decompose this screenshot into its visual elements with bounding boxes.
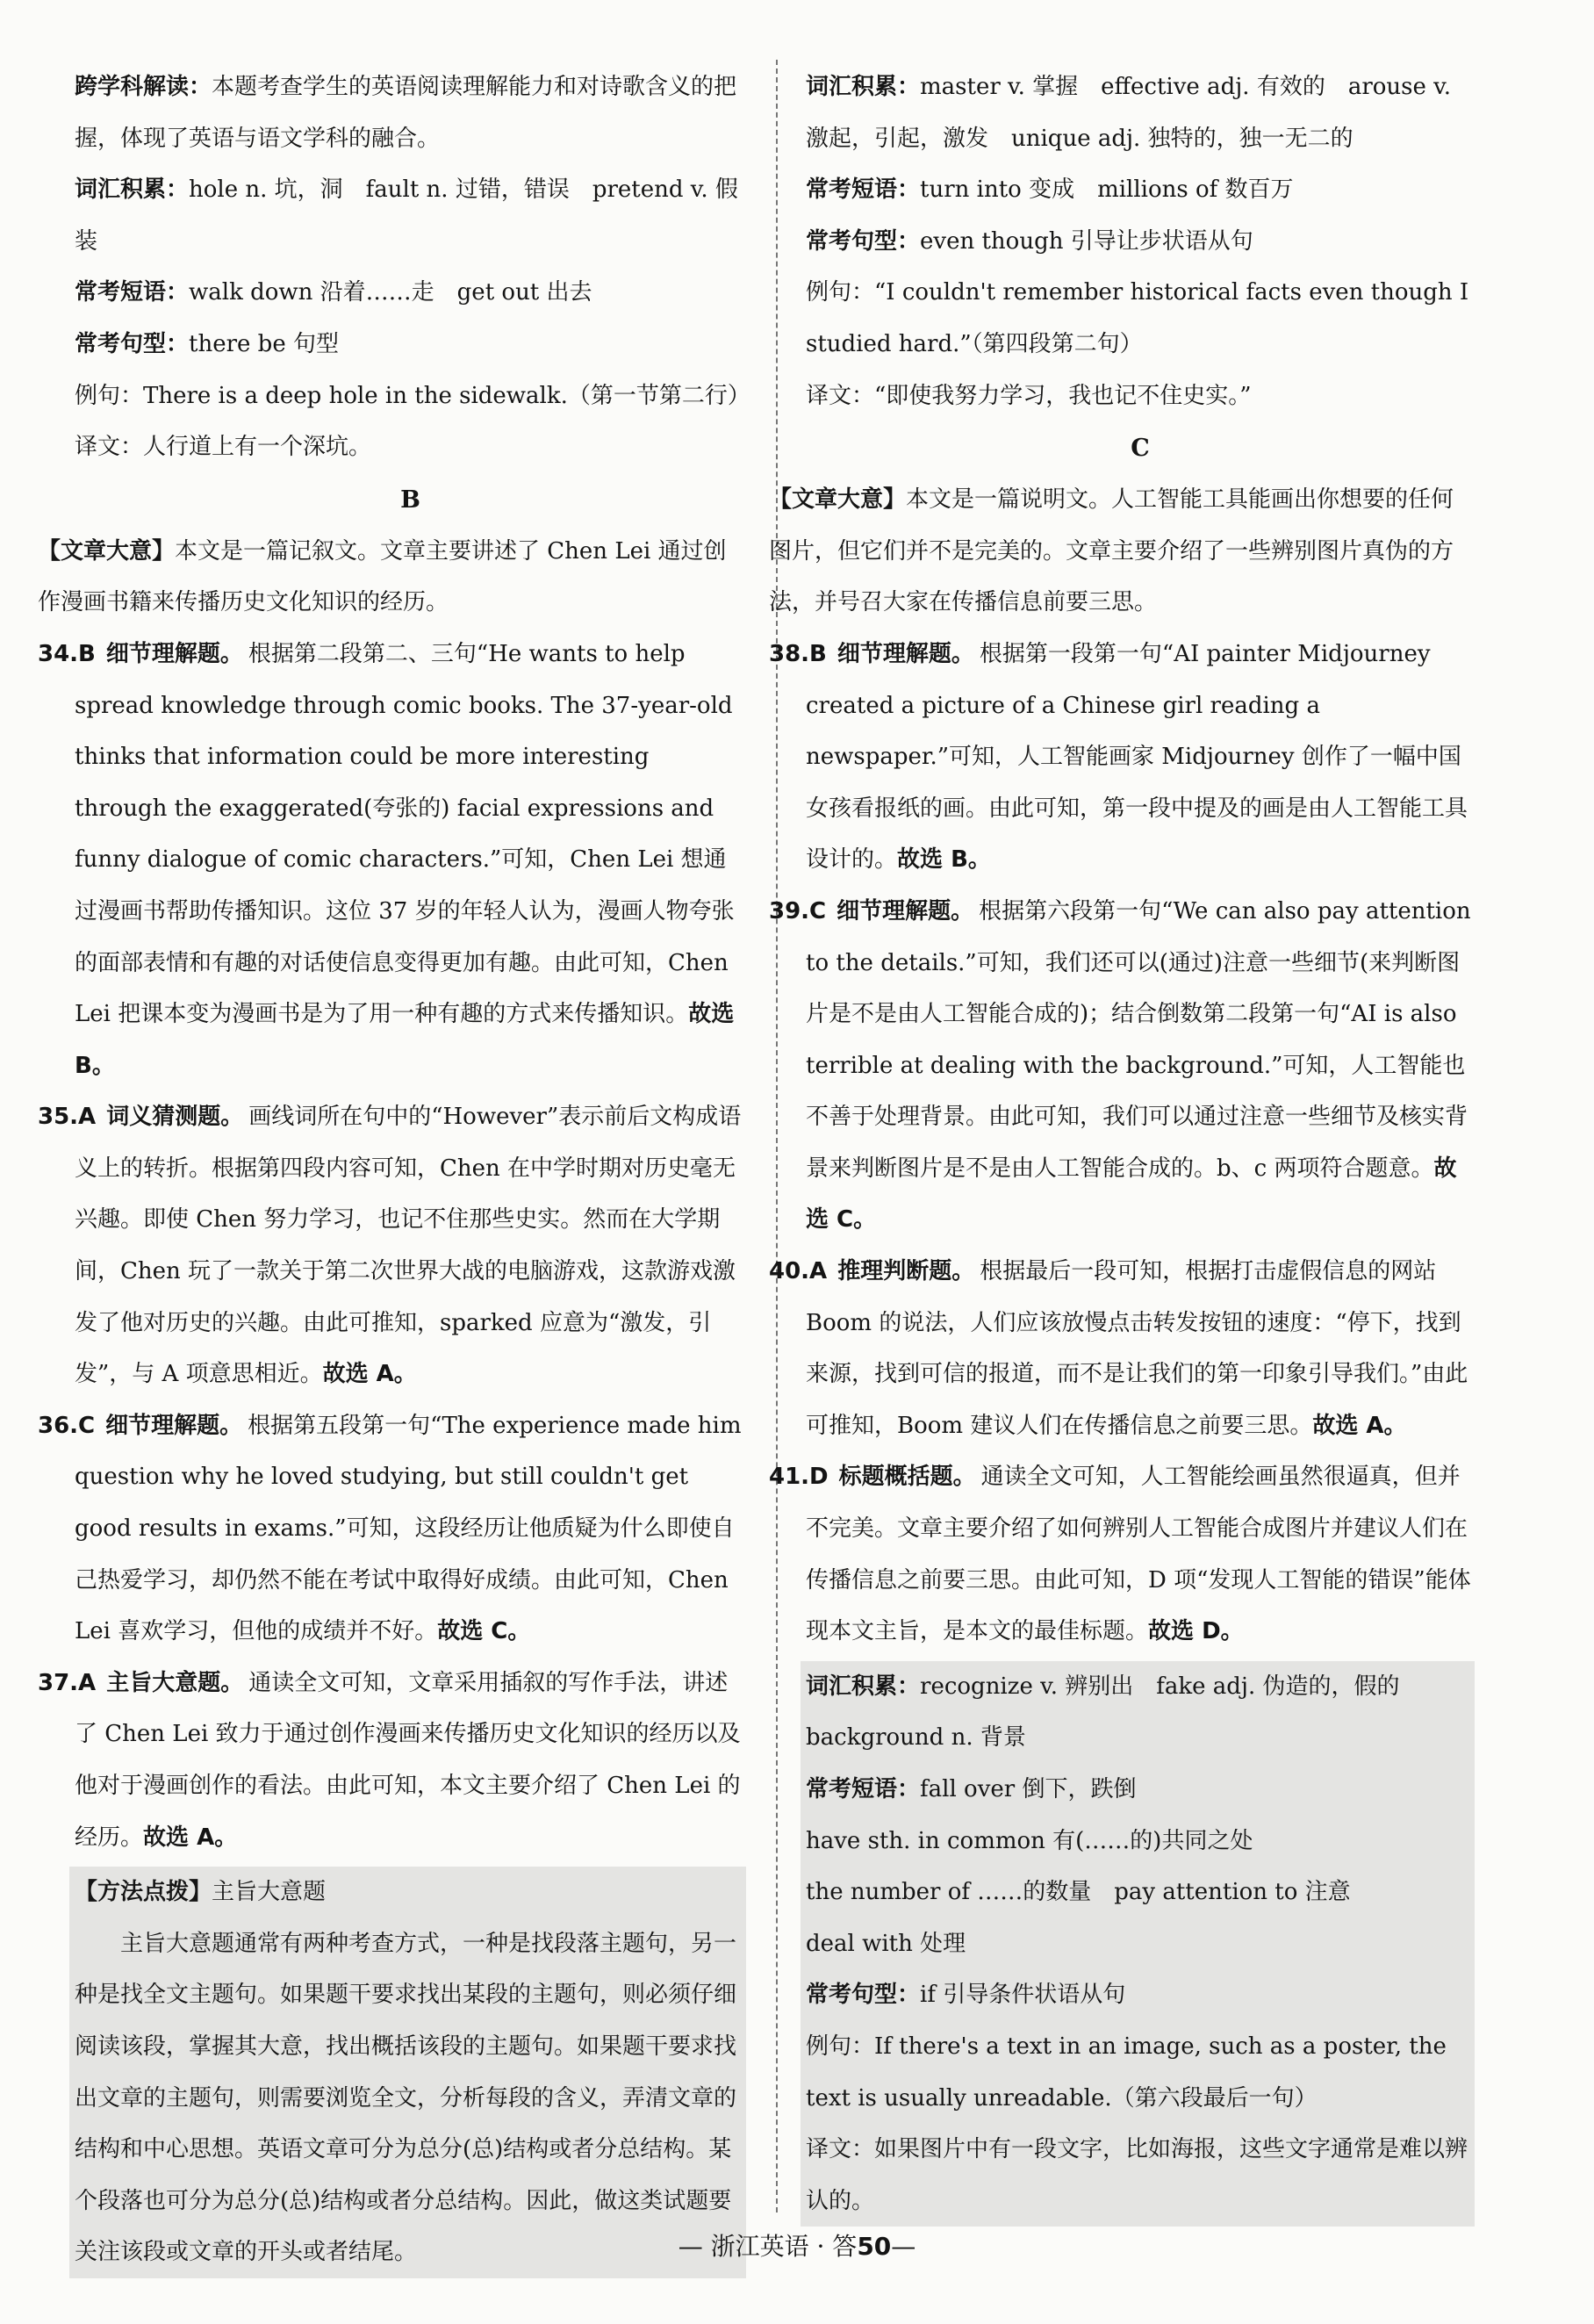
section-c-heading: C <box>1131 435 1150 463</box>
vocab-a: 词汇积累：hole n. 坑，洞 fault n. 过错，错误 pretend v. 假装 <box>75 176 738 255</box>
answer-37: 37.A 主旨大意题。 通读全文可知，文章采用插叙的写作手法，讲述了 Chen Lei 致力于通过创作漫画来传播历史文化知识的经历以及他对于漫画创作的看法。由此可知，本文主要介绍了 Chen Lei 的经历。故选 A。 <box>38 1669 741 1851</box>
translation-c: 译文：如果图片中有一段文字，比如海报，这些文字通常是难以辨认的。 <box>806 2136 1468 2214</box>
phrases-c-line4: deal with 处理 <box>806 1930 966 1957</box>
method-tip-text: 主旨大意题通常有两种考查方式，一种是找段落主题句，另一种是找全文主题句。如果题干要求找出某段的主题句，则必须仔细阅读该段，掌握其大意，找出概括该段的主题句。如果题干要求找出文章的主题句，则需要浏览全文，分析每段的含义，弄清文章的结构和中心思想。英语文章可分为总分(总)结构或者分总结构。某个段落也可分为总分(总)结构或者分总结构。因此，做这类试题要关注该段或文章的开头或者结尾。 <box>75 1930 737 2266</box>
translation-a: 译文：人行道上有一个深坑。 <box>75 434 372 461</box>
vocab-notes-box <box>801 1661 1475 2227</box>
translation-b: 译文：“即使我努力学习，我也记不住史实。” <box>806 382 1252 409</box>
page-footer: — 浙江英语 · 答50— <box>678 2232 916 2261</box>
method-tip-heading: 【方法点拨】主旨大意题 <box>75 1879 327 1906</box>
section-b-heading: B <box>400 486 420 514</box>
answer-35: 35.A 词义猜测题。 画线词所在句中的“However”表示前后文构成语义上的转折。根据第四段内容可知，Chen 在中学时期对历史毫无兴趣。即使 Chen 努力学习，也记不住那些史实。然而在大学期间，Chen 玩了一款关于第二次世界大战的电脑游戏，这款游戏激发了他对历史的兴趣。由此可推知，sparked 应意为“激发，引发”，与 A 项意思相近。故选 A。 <box>38 1104 742 1388</box>
example-b: 例句：“I couldn't remember historical facts even though I studied hard.”（第四段第二句） <box>806 279 1469 357</box>
method-tip-box <box>69 1867 746 2278</box>
phrases-a: 常考短语：walk down 沿着……走 get out 出去 <box>75 279 592 306</box>
answer-39: 39.C 细节理解题。 根据第六段第一句“We can also pay attention to the details.”可知，我们还可以(通过)注意一些细节(来判断图片是不是由人工智能合成的)；结合倒数第二段第一句“AI is also terrible at dealing with the background.”可知，人工智能也不善于处理背景。由此可知，我们可以通过注意一些细节及核实背景来判断图片是不是由人工智能合成的。b、c 两项符合题意。故选 C。 <box>769 897 1471 1234</box>
left-column <box>38 61 750 2278</box>
example-a: 例句：There is a deep hole in the sidewalk.（第一节第二行） <box>75 382 750 409</box>
answer-38: 38.B 细节理解题。 根据第一段第一句“AI painter Midjourney created a picture of a Chinese girl reading a newspaper.”可知，人工智能画家 Midjourney 创作了一幅中国女孩看报纸的画。由此可知，第一段中提及的画是由人工智能工具设计的。故选 B。 <box>769 640 1468 874</box>
answer-36: 36.C 细节理解题。 根据第五段第一句“The experience made him question why he loved studying, but still couldn't get good results in exams.”可知，这段经历让他质疑为什么即使自己热爱学习，却仍然不能在考试中取得好成绩。由此可知，Chen Lei 喜欢学习，但他的成绩并不好。故选 C。 <box>38 1412 742 1645</box>
page-number: 50 <box>857 2232 892 2261</box>
phrases-c: 常考短语：fall over 倒下，跌倒 <box>806 1776 1137 1802</box>
summary-c: 【文章大意】本文是一篇说明文。人工智能工具能画出你想要的任何图片，但它们并不是完美的。文章主要介绍了一些辨别图片真伪的方法，并号召大家在传播信息前要三思。 <box>769 486 1454 616</box>
interdisciplinary-note: 跨学科解读：本题考查学生的英语阅读理解能力和对诗歌含义的把握，体现了英语与语文学科的融合。 <box>75 74 737 152</box>
pattern-b: 常考句型：even though 引导让步状语从句 <box>806 227 1253 255</box>
right-column <box>769 61 1475 2227</box>
vocab-c: 词汇积累：recognize v. 辨别出 fake adj. 伪造的，假的 background n. 背景 <box>806 1673 1423 1752</box>
example-c: 例句：If there's a text in an image, such as a poster, the text is usually unreadable.（第六段最后一句） <box>806 2033 1447 2112</box>
phrases-c-line2: have sth. in common 有(……的)共同之处 <box>806 1827 1253 1854</box>
answer-34: 34.B 细节理解题。 根据第二段第二、三句“He wants to help spread knowledge through comic books. The 37-year-old thinks that information could be more interesting through the exaggerated(夸张的) facial expressions and funny dialogue of comic characters.”可知，Chen Lei 想通过漫画书帮助传播知识。这位 37 岁的年轻人认为，漫画人物夸张的面部表情和有趣的对话使信息变得更加有趣。由此可知，Chen Lei 把课本变为漫画书是为了用一种有趣的方式来传播知识。故选 B。 <box>38 640 735 1079</box>
column-divider <box>776 60 778 2212</box>
phrases-c-line3: the number of ……的数量 pay attention to 注意 <box>806 1879 1351 1906</box>
answer-41: 41.D 标题概括题。 通读全文可知，人工智能绘画虽然很逼真，但并不完美。文章主要介绍了如何辨别人工智能合成图片并建议人们在传播信息之前要三思。由此可知，D 项“发现人工智能的错误”能体现本文主旨，是本文的最佳标题。故选 D。 <box>769 1464 1471 1645</box>
phrases-b: 常考短语：turn into 变成 millions of 数百万 <box>806 176 1294 204</box>
summary-b: 【文章大意】本文是一篇记叙文。文章主要讲述了 Chen Lei 通过创作漫画书籍来传播历史文化知识的经历。 <box>38 537 727 616</box>
vocab-b: 词汇积累：master v. 掌握 effective adj. 有效的 arouse v. 激起，引起，激发 unique adj. 独特的，独一无二的 <box>806 74 1452 152</box>
pattern-a: 常考句型：there be 句型 <box>75 330 339 357</box>
pattern-c: 常考句型：if 引导条件状语从句 <box>806 1982 1126 2009</box>
answer-40: 40.A 推理判断题。 根据最后一段可知，根据打击虚假信息的网站 Boom 的说法，人们应该放慢点击转发按钮的速度：“停下，找到来源，找到可信的报道，而不是让我们的第一印象引导我们。”由此可推知，Boom 建议人们在传播信息之前要三思。故选 A。 <box>769 1258 1468 1439</box>
